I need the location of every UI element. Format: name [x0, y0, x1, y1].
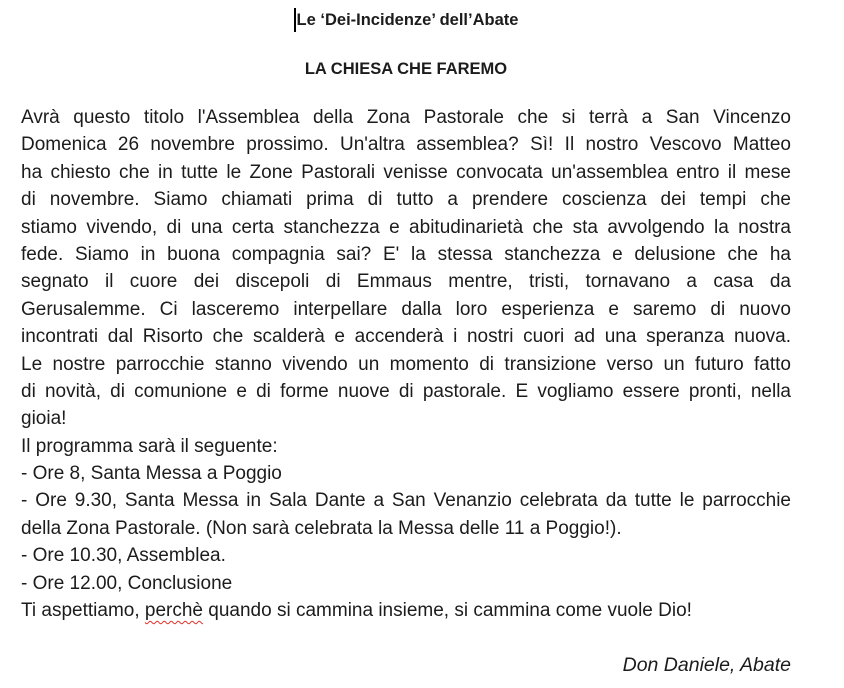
- document-line: ha chiesto che in tutte le Zone Pastorali venisse convocata un'assemblea entro il mese: [21, 161, 791, 183]
- document-line: - Ore 9.30, Santa Messa in Sala Dante a San Venanzio celebrata da tutte le parrocchie: [21, 490, 791, 512]
- document-line: Le nostre parrocchie stanno vivendo un momento di transizione verso un futuro fatto: [21, 353, 791, 375]
- document-line: della Zona Pastorale. (Non sarà celebrata la Messa delle 11 a Poggio!).: [21, 517, 622, 539]
- misspelled-word: perchè: [144, 600, 204, 622]
- document-line: [21, 597, 791, 624]
- document-title: Le ‘Dei-Incidenze’ dell’Abate: [296, 11, 519, 29]
- document-line: incontrati dal Risorto che scalderà e accenderà i nostri cuori ad una speranza nuova.: [21, 326, 791, 348]
- document-title-line: [21, 7, 791, 34]
- document-line: segnato il cuore dei discepoli di Emmaus mentre, tristi, tornavano a casa da: [21, 271, 791, 293]
- text-segment: quando si cammina insieme, si cammina come vuole Dio!: [203, 600, 692, 622]
- document-body: [21, 104, 791, 624]
- document-line: - Ore 12.00, Conclusione: [21, 572, 233, 594]
- document-line: - Ore 10.30, Assemblea.: [21, 545, 226, 567]
- document-line: Avrà questo titolo l'Assemblea della Zona Pastorale che si terrà a San Vincenzo: [21, 107, 791, 128]
- text-segment: Ti aspettiamo,: [21, 600, 145, 622]
- document-line: gioia!: [21, 408, 67, 430]
- document-line: stiamo vivendo, di una certa stanchezza e abitudinarietà che sta avvolgendo la nostra: [21, 216, 791, 238]
- document-line: fede. Siamo in buona compagnia sai? E' la stessa stanchezza e delusione che ha: [21, 243, 791, 265]
- document-line: Domenica 26 novembre prossimo. Un'altra assemblea? Sì! Il nostro Vescovo Matteo: [21, 134, 791, 156]
- document-line: Il programma sarà il seguente:: [21, 435, 278, 457]
- document-subtitle: LA CHIESA CHE FAREMO: [304, 60, 508, 78]
- document-line: Gerusalemme. Ci lasceremo interpellare dalla loro esperienza e saremo di nuovo: [21, 298, 791, 320]
- document-line: - Ore 8, Santa Messa a Poggio: [21, 463, 282, 485]
- document-line: di novembre. Siamo chiamati prima di tutto a prendere coscienza dei tempi che: [21, 189, 791, 211]
- document-line: di novità, di comunione e di forme nuove di pastorale. E vogliamo essere pronti, nella: [21, 380, 791, 402]
- signature: Don Daniele, Abate: [622, 653, 791, 676]
- text-cursor: [294, 8, 296, 32]
- blank-line: [21, 624, 791, 651]
